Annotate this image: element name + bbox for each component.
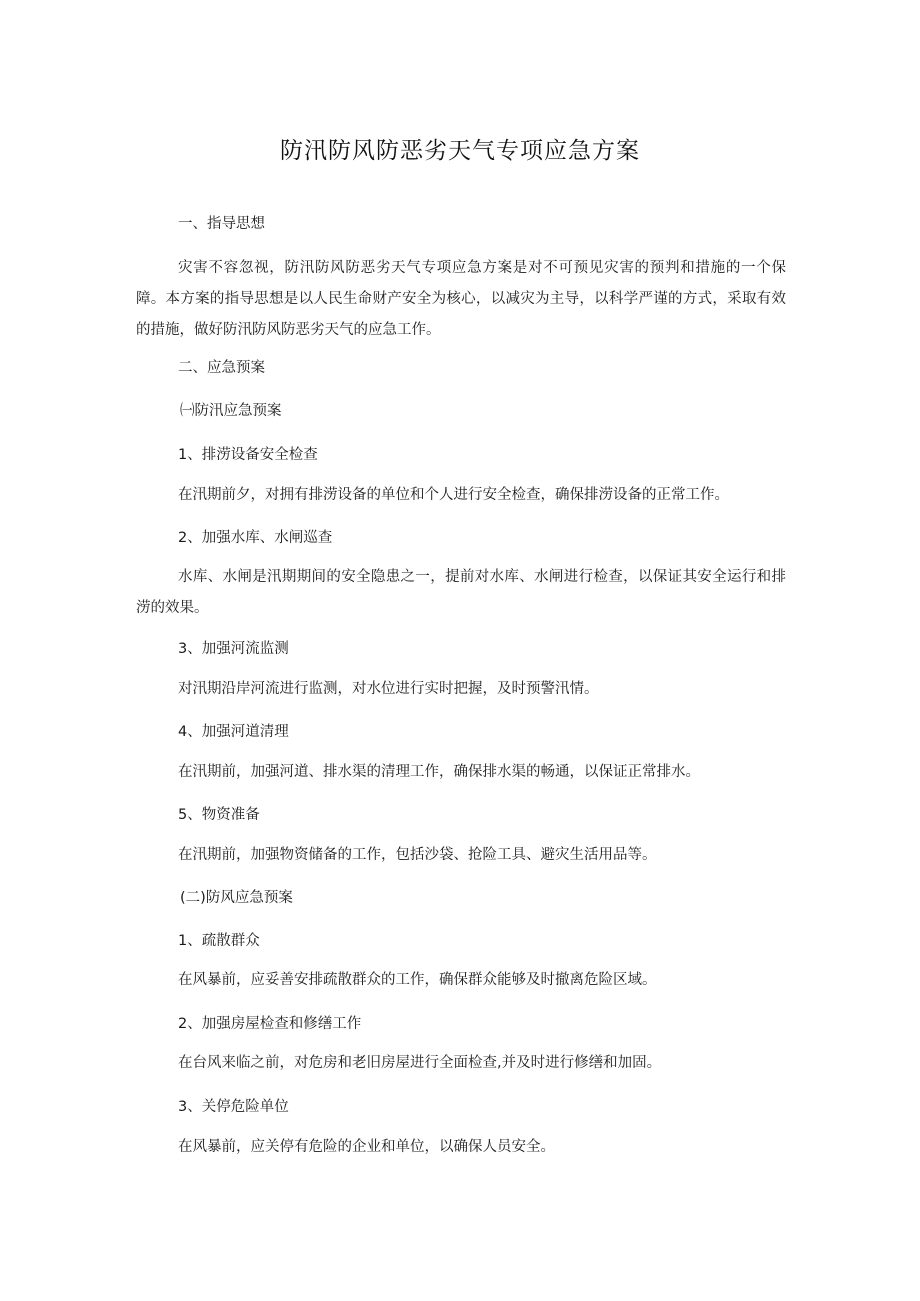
subsection-heading-flood: ㈠防汛应急预案 — [180, 403, 282, 419]
item-title: 1、排涝设备安全检查 — [178, 447, 318, 463]
item-title: 4、加强河道清理 — [178, 724, 289, 740]
item-text: 在台风来临之前，对危房和老旧房屋进行全面检查,并及时进行修缮和加固。 — [178, 1055, 662, 1071]
subsection-heading-wind: (二)防风应急预案 — [180, 890, 293, 906]
item-text: 在汛期前，加强物资储备的工作，包括沙袋、抢险工具、避灾生活用品等。 — [178, 847, 657, 863]
item-text: 在汛期前夕，对拥有排涝设备的单位和个人进行安全检查，确保排涝设备的正常工作。 — [178, 487, 729, 503]
item-text: 水库、水闸是汛期期间的安全隐患之一，提前对水库、水闸进行检查，以保证其安全运行和排涝的效果。 — [136, 569, 786, 616]
item-title: 2、加强房屋检查和修缮工作 — [178, 1016, 362, 1032]
document-title: 防汛防风防恶劣天气专项应急方案 — [280, 138, 640, 164]
item-title: 2、加强水库、水闸巡查 — [178, 530, 333, 546]
item-text: 在风暴前，应妥善安排疏散群众的工作，确保群众能够及时撤离危险区域。 — [178, 972, 657, 988]
guiding-ideology-paragraph: 灾害不容忽视，防汛防风防恶劣天气专项应急方案是对不可预见灾害的预判和措施的一个保障。本方案的指导思想是以人民生命财产安全为核心，以减灾为主导，以科学严谨的方式，采取有效的措施，做好防汛防风防恶劣天气的应急工作。 — [136, 260, 786, 338]
item-text: 在汛期前，加强河道、排水渠的清理工作，确保排水渠的畅通，以保证正常排水。 — [178, 764, 700, 780]
item-title: 1、疏散群众 — [178, 933, 260, 949]
section-heading-emergency-plan: 二、应急预案 — [178, 360, 265, 376]
item-text: 对汛期沿岸河流进行监测，对水位进行实时把握，及时预警汛情。 — [178, 681, 599, 697]
item-title: 3、加强河流监测 — [178, 641, 289, 657]
item-text: 在风暴前，应关停有危险的企业和单位，以确保人员安全。 — [178, 1139, 555, 1155]
section-heading-guiding-ideology: 一、指导思想 — [178, 216, 265, 232]
item-title: 5、物资准备 — [178, 807, 260, 823]
item-title: 3、关停危险单位 — [178, 1099, 289, 1115]
